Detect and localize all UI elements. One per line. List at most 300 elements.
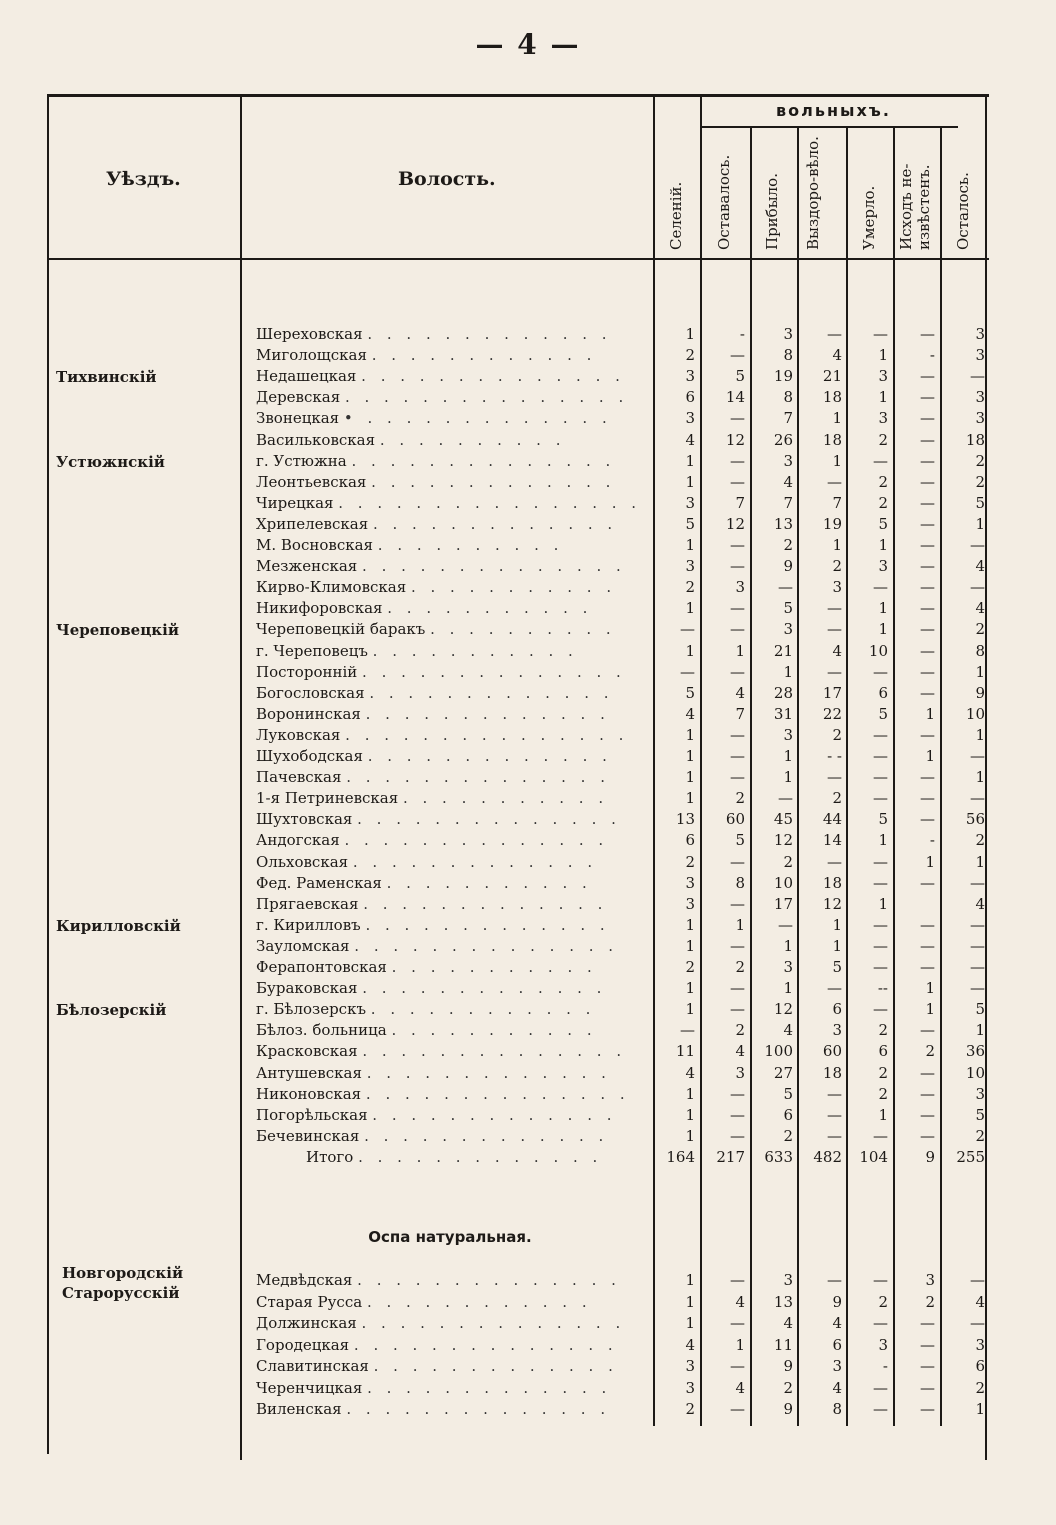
- cell-col-3: 3: [783, 620, 793, 639]
- cell-col-7: 5: [975, 1000, 985, 1019]
- volost-name: [256, 662, 648, 683]
- cell-col-2: 1: [735, 1335, 745, 1354]
- header-col-pribylo: Прибыло.: [763, 173, 781, 250]
- cell-col-1: 1: [685, 789, 695, 808]
- cell-col-1: 3: [685, 493, 695, 512]
- cell-col-5: —: [873, 789, 888, 808]
- cell-col-2: —: [730, 620, 745, 639]
- cell-col-2: 217: [716, 1147, 745, 1166]
- cell-col-7: 1: [975, 768, 985, 787]
- cell-col-6: 3: [925, 1271, 935, 1289]
- cell-col-4: —: [827, 1084, 842, 1103]
- leader-dots: . . . . . . . . . . . . .: [358, 1147, 603, 1166]
- cell-col-3: 27: [773, 1063, 793, 1082]
- cell-col-5: 1: [878, 831, 888, 850]
- cell-col-3: —: [778, 915, 793, 934]
- cell-col-5: 1: [878, 620, 888, 639]
- cell-col-7: 2: [975, 620, 985, 639]
- leader-dots: . . . . . . . . . . . . . .: [351, 451, 616, 470]
- leader-dots: . . . . . . . . . . . . . .: [344, 831, 609, 850]
- cell-col-3: 2: [783, 1378, 793, 1397]
- cell-col-3: 3: [783, 451, 793, 470]
- cell-col-7: 8: [975, 641, 985, 660]
- table-row-ospa: [0, 1399, 1056, 1420]
- cell-col-3: 9: [783, 1400, 793, 1418]
- volost-name: [256, 577, 648, 598]
- cell-col-1: 5: [685, 683, 695, 702]
- volost-name-text: Шереховская: [256, 325, 368, 343]
- leader-dots: . . . . . . . . . . . . . .: [362, 557, 626, 576]
- cell-col-3: —: [778, 578, 793, 597]
- cell-col-6: —: [920, 1400, 935, 1418]
- table-row: [0, 1020, 1056, 1041]
- cell-col-3: 9: [783, 1357, 793, 1375]
- volost-name: [256, 1270, 648, 1291]
- cell-col-4: 22: [822, 704, 842, 723]
- table-row: [0, 957, 1056, 978]
- group-underline: [700, 126, 958, 128]
- cell-col-4: 4: [832, 346, 842, 365]
- header-volost: Волость.: [398, 168, 496, 190]
- cell-col-1: 1: [685, 768, 695, 787]
- volost-name: [256, 746, 648, 767]
- volost-name-text: Шухободская: [256, 747, 368, 765]
- cell-col-6: 1: [925, 979, 935, 998]
- table-row: [0, 1041, 1056, 1062]
- cell-col-2: 2: [735, 1021, 745, 1040]
- cell-col-2: —: [730, 1084, 745, 1103]
- cell-col-5: 3: [878, 1335, 888, 1354]
- volost-name: [256, 683, 648, 704]
- table-row: [0, 809, 1056, 830]
- cell-col-7: —: [970, 536, 985, 554]
- leader-dots: . . . . . . . . . . . . .: [352, 852, 598, 871]
- cell-col-2: —: [730, 1314, 745, 1332]
- cell-col-4: 18: [822, 1063, 842, 1082]
- volost-name-text: Кирво-Климовская: [256, 578, 411, 597]
- cell-col-5: 1: [878, 388, 888, 407]
- cell-col-2: —: [730, 1000, 745, 1019]
- cell-col-7: 2: [975, 831, 985, 850]
- cell-col-1: —: [680, 620, 695, 639]
- leader-dots: . . . . . . . . . . . . .: [372, 1105, 617, 1124]
- leader-dots: . . . . . . . . . . . . .: [371, 472, 616, 491]
- cell-col-4: —: [827, 768, 842, 787]
- cell-col-7: 5: [975, 1105, 985, 1124]
- volost-name-text: Андогская: [256, 831, 345, 850]
- cell-col-2: —: [730, 1271, 745, 1289]
- cell-col-2: 4: [735, 683, 745, 702]
- table-row: [0, 493, 1056, 514]
- volost-name: [256, 809, 648, 830]
- cell-col-1: 2: [685, 1400, 695, 1418]
- volost-name-text: Красковская: [256, 1042, 363, 1061]
- leader-dots: . . . . . . . . . . . . .: [363, 894, 608, 913]
- cell-col-2: —: [730, 536, 745, 554]
- volost-name-text: Бѣлоз. больница: [256, 1021, 392, 1040]
- cell-col-2: —: [730, 346, 745, 365]
- volost-name-text: Череповецкій баракъ: [256, 620, 431, 639]
- cell-col-4: 3: [832, 1357, 842, 1375]
- volost-name-text: Бечевинская: [256, 1126, 365, 1145]
- volost-name: [256, 493, 648, 514]
- cell-col-1: 1: [685, 1126, 695, 1145]
- cell-col-5: 10: [868, 641, 888, 660]
- cell-col-4: 17: [822, 683, 842, 702]
- volost-name-text: г. Череповецъ: [256, 641, 373, 660]
- volost-name-text: Городецкая: [256, 1335, 354, 1354]
- cell-col-4: 4: [832, 1314, 842, 1332]
- leader-dots: . . . . . . . . . . . . .: [367, 747, 612, 765]
- cell-col-4: 6: [832, 1335, 842, 1354]
- leader-dots: . . . . . . . . . . . . . . . .: [338, 493, 642, 512]
- cell-col-2: 2: [735, 789, 745, 808]
- cell-col-7: 2: [975, 1378, 985, 1397]
- uezd-label: Череповецкій: [56, 621, 179, 640]
- cell-col-7: 4: [975, 894, 985, 913]
- cell-col-7: 1: [975, 1021, 985, 1040]
- cell-col-2: 4: [735, 1042, 745, 1061]
- cell-col-2: 3: [735, 578, 745, 597]
- cell-col-6: —: [920, 367, 935, 386]
- leader-dots: . . . . . . . . . . . . .: [365, 915, 610, 934]
- cell-col-4: 1: [832, 451, 842, 470]
- volost-name-text: Луковская: [256, 725, 346, 744]
- cell-col-5: 2: [878, 430, 888, 449]
- cell-col-7: 4: [975, 599, 985, 618]
- cell-col-6: —: [920, 1105, 935, 1124]
- cell-col-6: -: [929, 346, 935, 365]
- cell-col-4: —: [827, 620, 842, 639]
- volost-name-text: Итого: [306, 1147, 359, 1166]
- table-top-border: [47, 94, 989, 97]
- cell-col-3: 3: [783, 1271, 793, 1289]
- cell-col-7: 5: [975, 493, 985, 512]
- cell-col-6: —: [920, 409, 935, 428]
- volost-name: [256, 408, 648, 429]
- cell-col-2: —: [730, 451, 745, 470]
- cell-col-4: —: [827, 1126, 842, 1145]
- cell-col-4: 1: [832, 536, 842, 554]
- cell-col-3: 13: [773, 1292, 793, 1311]
- cell-col-2: 12: [725, 514, 745, 533]
- cell-col-7: —: [970, 578, 985, 597]
- cell-col-4: 482: [813, 1147, 842, 1166]
- cell-col-6: —: [920, 1378, 935, 1397]
- cell-col-2: —: [730, 768, 745, 787]
- cell-col-6: —: [920, 430, 935, 449]
- cell-col-2: —: [730, 409, 745, 428]
- cell-col-2: —: [730, 979, 745, 998]
- cell-col-1: 1: [685, 536, 695, 554]
- cell-col-3: 1: [783, 768, 793, 787]
- table-row: [0, 345, 1056, 366]
- uezd-label-ospa: Новгородскій: [62, 1264, 184, 1282]
- volost-name: [256, 1105, 648, 1126]
- uezd-label-ospa: Старорусскій: [62, 1284, 180, 1302]
- cell-col-3: 7: [783, 409, 793, 428]
- table-row: [0, 1084, 1056, 1105]
- volost-name-text: 1-я Петриневская: [256, 789, 403, 808]
- leader-dots: . . . . . . . . . . . . . .: [361, 1314, 626, 1332]
- cell-col-2: 14: [725, 388, 745, 407]
- leader-dots: . . . . . . . . . . . . .: [367, 1378, 612, 1397]
- cell-col-3: 7: [783, 493, 793, 512]
- cell-col-5: 1: [878, 599, 888, 618]
- cell-col-2: -: [739, 325, 745, 343]
- cell-col-5: 2: [878, 1063, 888, 1082]
- header-group: вольныхъ.: [776, 101, 891, 120]
- volost-name: [256, 894, 648, 915]
- cell-col-4: 9: [832, 1292, 842, 1311]
- cell-col-5: —: [873, 1126, 888, 1145]
- cell-col-1: 5: [685, 514, 695, 533]
- cell-col-3: 12: [773, 1000, 793, 1019]
- cell-col-1: 1: [685, 1292, 695, 1311]
- cell-col-3: 21: [773, 641, 793, 660]
- cell-col-3: 45: [773, 810, 793, 829]
- leader-dots: . . . . . . . . . . . . .: [362, 979, 607, 998]
- volost-name: [256, 1020, 648, 1041]
- cell-col-6: —: [920, 958, 935, 976]
- leader-dots: . . . . . . . . . . .: [410, 578, 617, 597]
- cell-col-2: —: [730, 1357, 745, 1375]
- cell-col-2: —: [730, 662, 745, 681]
- leader-dots: . . . . . . . . . . . . .: [366, 1063, 611, 1082]
- header-col-ishod: Исходъ не-извѣстенъ.: [897, 163, 933, 250]
- volost-name: [256, 1126, 648, 1147]
- cell-col-2: 4: [735, 1292, 745, 1311]
- table-row: [0, 408, 1056, 429]
- cell-col-7: 1: [975, 514, 985, 533]
- cell-col-3: 17: [773, 894, 793, 913]
- cell-col-7: —: [970, 1271, 985, 1289]
- cell-col-3: 4: [783, 472, 793, 491]
- cell-col-1: 1: [685, 599, 695, 618]
- volost-name: [256, 619, 648, 640]
- cell-col-5: 1: [878, 1105, 888, 1124]
- uezd-label: Тихвинскій: [56, 368, 157, 387]
- cell-col-5: —: [873, 915, 888, 934]
- table-row: [0, 598, 1056, 619]
- volost-name-text: г. Устюжна: [256, 451, 352, 470]
- leader-dots: . . . . . . . . . .: [430, 620, 616, 639]
- cell-col-6: —: [920, 514, 935, 533]
- table-row: [0, 556, 1056, 577]
- leader-dots: . . . . . . . . . . .: [372, 641, 578, 660]
- cell-col-5: 5: [878, 514, 888, 533]
- cell-col-7: 2: [975, 472, 985, 491]
- cell-col-6: —: [920, 915, 935, 934]
- cell-col-3: 12: [773, 831, 793, 850]
- cell-col-2: 12: [725, 430, 745, 449]
- cell-col-2: —: [730, 894, 745, 913]
- cell-col-5: —: [873, 852, 888, 871]
- cell-col-5: —: [873, 1271, 888, 1289]
- cell-col-4: 14: [822, 831, 842, 850]
- cell-col-1: 1: [685, 915, 695, 934]
- cell-col-1: 2: [685, 958, 695, 976]
- cell-col-1: 13: [675, 810, 695, 829]
- cell-col-3: 2: [783, 536, 793, 554]
- cell-col-1: 1: [685, 979, 695, 998]
- leader-dots: . . . . . . . . . . . . . . .: [345, 725, 629, 744]
- cell-col-5: 3: [878, 557, 888, 576]
- cell-col-1: 1: [685, 1271, 695, 1289]
- leader-dots: . . . . . . . . . . . .: [370, 1000, 596, 1019]
- cell-col-7: 3: [975, 1084, 985, 1103]
- cell-col-7: 4: [975, 557, 985, 576]
- cell-col-1: 3: [685, 1378, 695, 1397]
- table-row-ospa: [0, 1378, 1056, 1399]
- cell-col-4: 2: [832, 725, 842, 744]
- cell-col-7: 1: [975, 662, 985, 681]
- cell-col-6: —: [920, 1084, 935, 1103]
- cell-col-6: —: [920, 810, 935, 829]
- cell-col-5: 3: [878, 409, 888, 428]
- cell-col-1: 4: [685, 430, 695, 449]
- cell-col-7: —: [970, 979, 985, 998]
- cell-col-5: 2: [878, 1084, 888, 1103]
- cell-col-5: 6: [878, 1042, 888, 1061]
- cell-col-6: —: [920, 557, 935, 576]
- cell-col-4: 7: [832, 493, 842, 512]
- cell-col-2: 7: [735, 704, 745, 723]
- cell-col-1: 1: [685, 936, 695, 955]
- cell-col-4: 18: [822, 430, 842, 449]
- table-row: [0, 641, 1056, 662]
- cell-col-6: —: [920, 789, 935, 808]
- cell-col-5: —: [873, 1000, 888, 1019]
- cell-col-4: 19: [822, 514, 842, 533]
- table-row-ospa: [0, 1313, 1056, 1334]
- volost-name: [256, 767, 648, 788]
- cell-col-1: 1: [685, 451, 695, 470]
- cell-col-3: 1: [783, 662, 793, 681]
- volost-name-text: Воронинская: [256, 704, 366, 723]
- table-row: [0, 472, 1056, 493]
- volost-name-text: Старая Русса: [256, 1292, 367, 1311]
- cell-col-6: -: [929, 831, 935, 850]
- volost-name: [256, 852, 648, 873]
- volost-name-text: Пачевская: [256, 768, 347, 787]
- cell-col-3: 13: [773, 514, 793, 533]
- cell-col-3: 4: [783, 1021, 793, 1040]
- cell-col-7: —: [970, 958, 985, 976]
- volost-name-text: Черенчицкая: [256, 1378, 368, 1397]
- table-row: [0, 978, 1056, 999]
- table-row: [0, 725, 1056, 746]
- volost-name: [256, 1084, 648, 1105]
- uezd-label: Бѣлозерскій: [56, 1001, 167, 1020]
- header-col-ostalos: Осталось.: [954, 172, 972, 250]
- cell-col-6: —: [920, 1335, 935, 1354]
- leader-dots: . . . . . . . . . . . . . .: [357, 1271, 621, 1289]
- volost-name: [256, 472, 648, 493]
- cell-col-3: —: [778, 789, 793, 808]
- leader-dots: . . . . . . . . . . . . . .: [361, 367, 625, 386]
- volost-name: [256, 451, 648, 472]
- volost-name: [256, 430, 648, 451]
- volost-name-text: Виленская: [256, 1400, 347, 1418]
- cell-col-6: —: [920, 620, 935, 639]
- cell-col-5: —: [873, 1314, 888, 1332]
- cell-col-7: 1: [975, 1400, 985, 1418]
- cell-col-1: 3: [685, 409, 695, 428]
- cell-col-4: 1: [832, 409, 842, 428]
- cell-col-6: —: [920, 683, 935, 702]
- volost-name-text: Прягаевская: [256, 894, 364, 913]
- leader-dots: . . . . . . . . . . . . . .: [362, 662, 626, 681]
- cell-col-4: 8: [832, 1400, 842, 1418]
- cell-col-1: 1: [685, 641, 695, 660]
- leader-dots: . . . . . . . . . . .: [391, 958, 597, 976]
- cell-col-4: 4: [832, 1378, 842, 1397]
- cell-col-1: 1: [685, 472, 695, 491]
- cell-col-7: —: [970, 789, 985, 808]
- cell-col-4: 3: [832, 578, 842, 597]
- cell-col-2: 7: [735, 493, 745, 512]
- cell-col-7: 10: [965, 704, 985, 723]
- cell-col-3: 8: [783, 346, 793, 365]
- cell-col-6: 2: [925, 1042, 935, 1061]
- cell-col-7: 4: [975, 1292, 985, 1311]
- header-bottom-border: [47, 258, 989, 260]
- cell-col-4: 21: [822, 367, 842, 386]
- table-row-ospa: [0, 1335, 1056, 1356]
- table-row: [0, 830, 1056, 851]
- cell-col-1: 4: [685, 1335, 695, 1354]
- leader-dots: . . . . . . . . . . . . . .: [346, 768, 610, 787]
- volost-name: [256, 1378, 648, 1399]
- cell-col-6: —: [920, 936, 935, 955]
- cell-col-4: —: [827, 325, 842, 343]
- cell-col-2: 60: [725, 810, 745, 829]
- cell-col-1: 2: [685, 346, 695, 365]
- cell-col-3: 5: [783, 599, 793, 618]
- cell-col-7: 10: [965, 1063, 985, 1082]
- cell-col-6: —: [920, 1357, 935, 1375]
- table-row: [0, 767, 1056, 788]
- cell-col-5: 2: [878, 472, 888, 491]
- leader-dots: • . . . . . . . . . . . . .: [343, 409, 612, 428]
- cell-col-3: 5: [783, 1084, 793, 1103]
- cell-col-4: —: [827, 599, 842, 618]
- volost-name: [256, 1313, 648, 1334]
- table-row: [0, 366, 1056, 387]
- cell-col-5: 1: [878, 536, 888, 554]
- cell-col-4: 6: [832, 1000, 842, 1019]
- leader-dots: . . . . . . . . . . . . . .: [346, 1400, 611, 1418]
- cell-col-1: 3: [685, 873, 695, 892]
- volost-name: [256, 873, 648, 894]
- cell-col-7: —: [970, 747, 985, 765]
- cell-col-1: 11: [675, 1042, 695, 1061]
- leader-dots: . . . . . . . . . . . . .: [364, 1126, 609, 1145]
- volost-name-text: Зауломская: [256, 936, 355, 955]
- uezd-label: Кирилловскій: [56, 916, 181, 935]
- cell-col-4: 1: [832, 936, 842, 955]
- cell-col-3: 6: [783, 1105, 793, 1124]
- cell-col-4: —: [827, 1105, 842, 1124]
- cell-col-6: —: [920, 873, 935, 892]
- volost-name: [256, 641, 648, 662]
- cell-col-2: —: [730, 1105, 745, 1124]
- cell-col-6: —: [920, 1126, 935, 1145]
- cell-col-7: 3: [975, 388, 985, 407]
- leader-dots: . . . . . . . . . . . . . .: [357, 810, 621, 829]
- volost-name-text: Мезженская: [256, 557, 363, 576]
